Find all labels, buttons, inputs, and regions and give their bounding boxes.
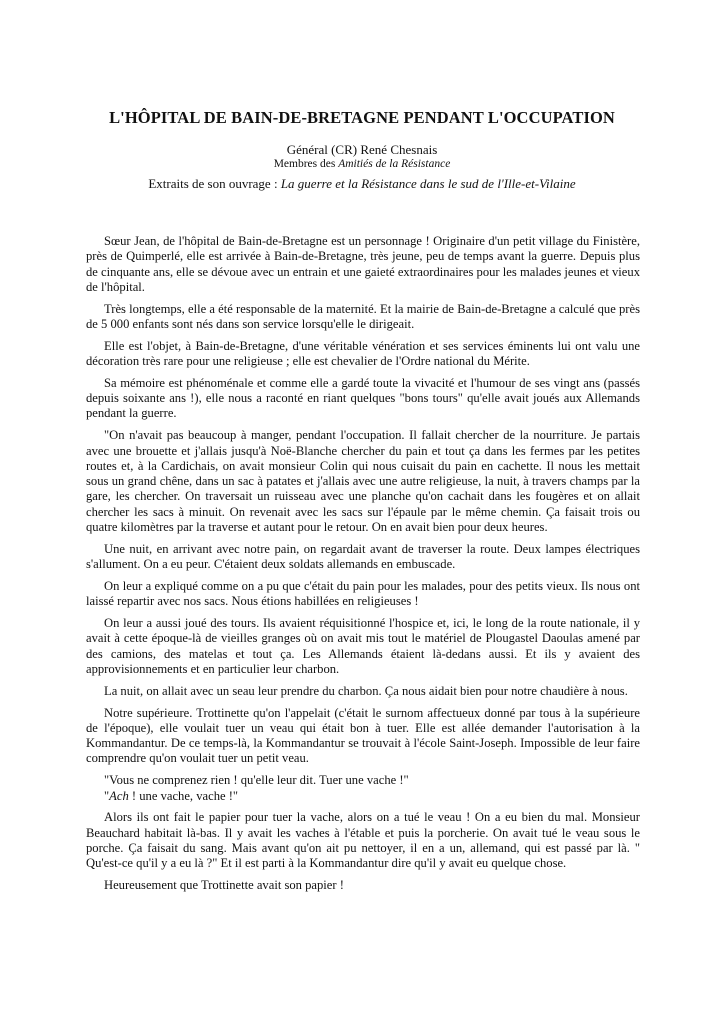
paragraph: Une nuit, en arrivant avec notre pain, on regardait avant de traverser la route. Deux lampes électriques s'allument. On a eu peur. C'étaient deux soldats allemands en embuscade. [86,541,640,572]
quote-emphasis: Ach [109,788,129,803]
source-work-title: La guerre et la Résistance dans le sud de l'Ille-et-Vilaine [280,176,576,191]
paragraph: Sa mémoire est phénoménale et comme elle a gardé toute la vivacité et l'humour de ses vingt ans (passés depuis soixante ans !), elle nous a raconté en riant quelques "bons tours" qu'elle avait joués aux Allemands pendant la guerre. [86,375,640,421]
paragraph: La nuit, on allait avec un seau leur prendre du charbon. Ça nous aidait bien pour notre chaudière à nous. [104,683,628,698]
association-name: Amitiés de la Résistance [338,158,451,170]
paragraph: On leur a expliqué comme on a pu que c'était du pain pour les malades, pour des petits vieux. Ils nous ont laissé repartir avec nos sacs. Nous étions habillées en religieuses ! [86,578,640,609]
paragraph: Elle est l'objet, à Bain-de-Bretagne, d'une véritable vénération et ses services éminents lui ont valu une décoration très rare pour une religieuse ; elle est chevalier de l'Ordre national du Mérite. [86,338,640,369]
source-line [0,176,724,192]
quote-line: "Vous ne comprenez rien ! qu'elle leur dit. Tuer une vache !" [104,773,409,788]
article-body [86,234,640,900]
paragraph: Sœur Jean, de l'hôpital de Bain-de-Bretagne est un personnage ! Originaire d'un petit village du Finistère, près de Quimperlé, elle est arrivée à Bain-de-Bretagne, très jeune, peu de temps avant la guerre. Depuis plus de cinquante ans, elle se dévoue avec un entrain et une gaieté extraordinaires pour les malades jeunes et vieux de l'hôpital. [86,234,640,294]
paragraph: On leur a aussi joué des tours. Ils avaient réquisitionné l'hospice et, ici, le long de la route nationale, il y avait à cette époque-là de vieilles granges où on avait mis tout le matériel de Plougastel Daoulas amené par des camions, des matelas et tout ça. Les Allemands étaient là-dedans aussi. Et ils y avaient des approvisionnements et en particulier leur charbon. [86,616,640,676]
paragraph: "On n'avait pas beaucoup à manger, pendant l'occupation. Il fallait chercher de la nourriture. Je partais avec une brouette et j'allais jusqu'à Noë-Blanche chercher du pain et tout ça dans les fermes par les petites routes et, à la Cardichais, on avait monsieur Colin qui nous cuisait du pain en cachette. Il nous les mettait sous un grand chêne, dans un sac à patates et j'allais avec une autre religieuse, la nuit, à travers champs par la gare, les chercher. On traversait un ruisseau avec une planche qu'on cachait dans les fougères et on allait chercher les sacs à minuit. On revenait avec les sacs sur l'épaule par le même chemin. Ça faisait trois ou quatre kilomètres par la traverse et autant pour le retour. On en avait bien pour deux heures. [86,428,640,535]
paragraph: Heureusement que Trottinette avait son papier ! [104,877,344,892]
quote-open: " [104,788,110,803]
paragraph: Alors ils ont fait le papier pour tuer la vache, alors on a tué le veau ! On a eu bien du mal. Monsieur Beauchard habitait là-bas. Il y avait les vaches à l'étable et puis la porcherie. On avait tué le veau sous le porche. Ça faisait du sang. Mais avant qu'on ait pu nettoyer, il en a un, allemand, qui est passé par là. " Qu'est-ce qu'il y a eu là ?" Et il est parti à la Kommandantur dire qu'il y avait eu quelque chose. [86,810,640,871]
source-prefix: Extraits de son ouvrage : [148,176,281,191]
document-title: L'HÔPITAL DE BAIN-DE-BRETAGNE PENDANT L'OCCUPATION [109,108,615,127]
membership-line [0,158,724,170]
quote-line [86,789,640,804]
paragraph: Notre supérieure. Trottinette qu'on l'appelait (c'était le surnom affectueux donné par tous à la supérieure de l'époque), elle voulait tuer un veau qui était bon à tuer. Elle est allée demander l'autorisation à la Kommandantur. De ce temps-là, la Kommandantur se trouvait à l'école Saint-Joseph. Impossible de leur faire comprendre qu'on voulait tuer un petit veau. [86,705,640,766]
author-line: Général (CR) René Chesnais [286,142,438,157]
paragraph: Très longtemps, elle a été responsable de la maternité. Et la mairie de Bain-de-Bretagne a calculé que près de 5 000 enfants sont nés dans son service lorsqu'elle le dirigeait. [86,301,640,331]
membership-prefix: Membres des [273,158,339,170]
quote-rest: ! une vache, vache !" [128,788,239,803]
